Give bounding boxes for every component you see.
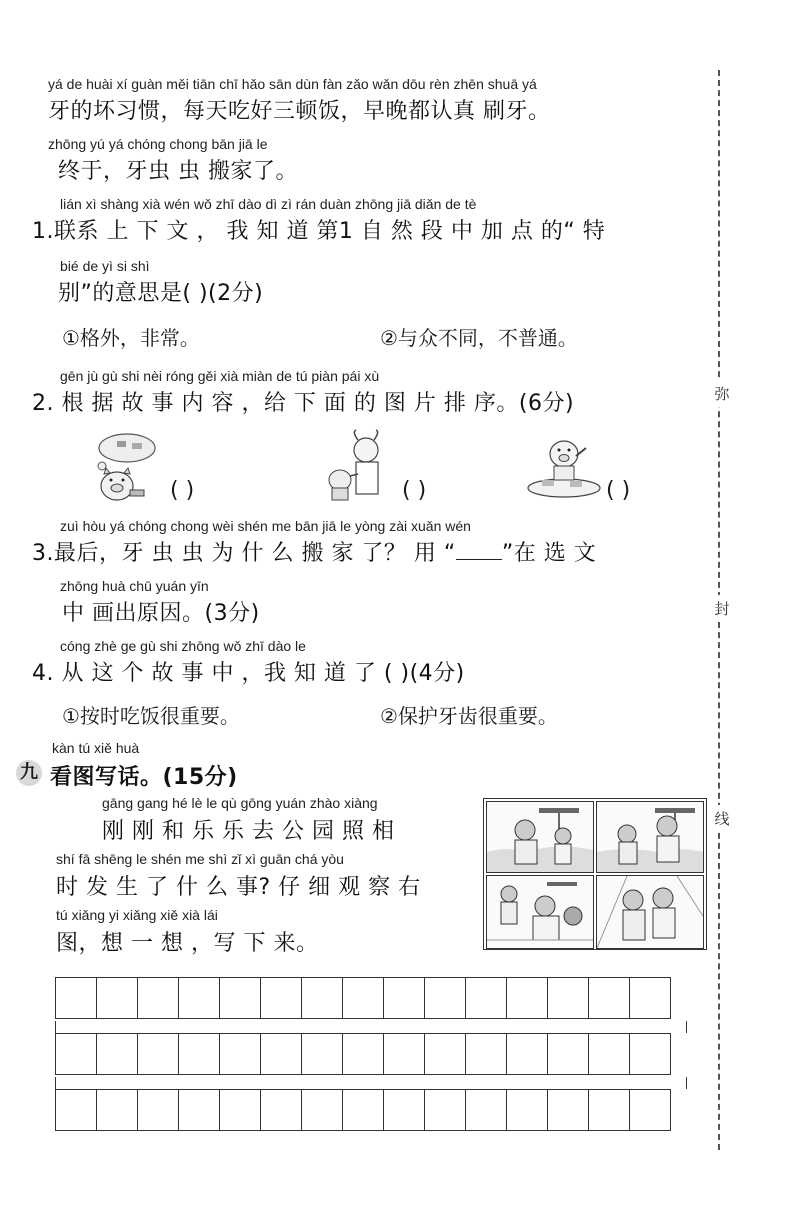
- q2-blank-2[interactable]: ( ): [402, 478, 427, 503]
- writing-grid-cell[interactable]: [220, 1034, 261, 1075]
- writing-grid-cell[interactable]: [589, 1090, 630, 1131]
- q1-option-2[interactable]: ②与众不同，不普通。: [380, 326, 578, 350]
- q3-text-1-b: ”在 选 文: [501, 541, 597, 566]
- q1-text-2: 别”的意思是( )(2分): [58, 281, 264, 306]
- comic-panel-4: [596, 875, 704, 949]
- writing-grid-cell[interactable]: [56, 978, 97, 1019]
- writing-grid-cell[interactable]: [220, 1090, 261, 1131]
- q2-pinyin: gēn jù gù shi nèi róng gěi xià miàn de tú piàn pái xù: [60, 368, 380, 384]
- writing-grid-cell[interactable]: [548, 978, 589, 1019]
- writing-grid-cell[interactable]: [425, 1090, 466, 1131]
- writing-grid-cell[interactable]: [97, 978, 138, 1019]
- writing-grid-cell[interactable]: [384, 1090, 425, 1131]
- binding-mark-mi: 弥: [714, 380, 730, 407]
- q3-text-2: 中 画出原因。(3分): [62, 601, 260, 626]
- picture-pig-eating: [82, 428, 162, 503]
- section-9-title: 看图写话。(15分): [50, 765, 238, 790]
- s9-pinyin-3: tú xiǎng yi xiǎng xiě xià lái: [56, 907, 218, 923]
- writing-grid-cell[interactable]: [261, 1034, 302, 1075]
- writing-grid-row-1[interactable]: [55, 977, 671, 1019]
- writing-grid-cell[interactable]: [384, 978, 425, 1019]
- writing-grid-cell[interactable]: [548, 1034, 589, 1075]
- q3-text-1: [32, 536, 596, 567]
- section-9-badge: 九: [16, 760, 42, 786]
- s9-pinyin-2: shí fā shēng le shén me shì zǐ xì guān chá yòu: [56, 851, 344, 867]
- writing-grid-cell[interactable]: [425, 978, 466, 1019]
- q4-pinyin: cóng zhè ge gù shi zhōng wǒ zhī dào le: [60, 638, 306, 654]
- intro-pinyin-1: yá de huài xí guàn měi tiān chī hǎo sān dùn fàn zǎo wǎn dōu rèn zhēn shuā yá: [48, 76, 537, 92]
- intro-text-2: 终于，牙虫 虫 搬家了。: [58, 159, 298, 184]
- writing-grid-cell[interactable]: [97, 1034, 138, 1075]
- writing-grid-cell[interactable]: [220, 978, 261, 1019]
- writing-grid-cell[interactable]: [507, 1090, 548, 1131]
- picture-pig-brushing: [524, 428, 604, 500]
- writing-grid-cell[interactable]: [302, 1034, 343, 1075]
- writing-grid-cell[interactable]: [302, 978, 343, 1019]
- q3-underline-mark: [456, 541, 502, 560]
- writing-grid-cell[interactable]: [56, 1034, 97, 1075]
- comic-panel-1: [486, 801, 594, 873]
- writing-grid-cell[interactable]: [138, 1034, 179, 1075]
- q2-blank-1[interactable]: ( ): [170, 478, 195, 503]
- comic-panel-3: [486, 875, 594, 949]
- q2-text: 2. 根 据 故 事 内 容 ，给 下 面 的 图 片 排 序。(6分): [32, 391, 575, 416]
- s9-pinyin-1: gāng gang hé lè le qù gōng yuán zhào xiàng: [102, 795, 378, 811]
- comic-panel-2: [596, 801, 704, 873]
- picture-goat-doctor: [322, 428, 402, 504]
- writing-grid-cell[interactable]: [548, 1090, 589, 1131]
- writing-grid-cell[interactable]: [466, 978, 507, 1019]
- writing-grid-gap-2: [55, 1077, 687, 1089]
- s9-text-3: 图，想 一 想 ，写 下 来。: [56, 931, 319, 956]
- comic-strip: [483, 798, 707, 950]
- writing-grid-row-2[interactable]: [55, 1033, 671, 1075]
- writing-grid-cell[interactable]: [466, 1034, 507, 1075]
- q3-pinyin-1: zuì hòu yá chóng chong wèi shén me bān jiā le yòng zài xuǎn wén: [60, 518, 471, 534]
- writing-grid-cell[interactable]: [97, 1090, 138, 1131]
- q4-option-1[interactable]: ①按时吃饭很重要。: [62, 704, 240, 728]
- writing-grid-cell[interactable]: [302, 1090, 343, 1131]
- writing-grid-cell[interactable]: [343, 1034, 384, 1075]
- writing-grid-cell[interactable]: [179, 1034, 220, 1075]
- q2-blank-3[interactable]: ( ): [606, 478, 631, 503]
- writing-grid-cell[interactable]: [261, 978, 302, 1019]
- s9-text-2: 时 发 生 了 什 么 事? 仔 细 观 察 右: [56, 875, 421, 900]
- writing-grid-cell[interactable]: [343, 978, 384, 1019]
- binding-mark-xian: 线: [714, 805, 730, 832]
- writing-grid-cell[interactable]: [384, 1034, 425, 1075]
- intro-text-1: 牙的坏习惯，每天吃好三顿饭，早晚都认真 刷牙。: [48, 99, 551, 124]
- writing-grid-cell[interactable]: [630, 978, 671, 1019]
- writing-grid-cell[interactable]: [466, 1090, 507, 1131]
- writing-grid-cell[interactable]: [138, 1090, 179, 1131]
- writing-grid-cell[interactable]: [56, 1090, 97, 1131]
- writing-grid-gap-1: [55, 1021, 687, 1033]
- writing-grid-cell[interactable]: [630, 1034, 671, 1075]
- writing-grid-cell[interactable]: [138, 978, 179, 1019]
- binding-mark-feng: 封: [714, 595, 730, 622]
- writing-grid-cell[interactable]: [507, 978, 548, 1019]
- writing-grid-row-3[interactable]: [55, 1089, 671, 1131]
- writing-grid-cell[interactable]: [507, 1034, 548, 1075]
- q1-pinyin-2: bié de yì si shì: [60, 258, 150, 274]
- writing-grid-cell[interactable]: [179, 978, 220, 1019]
- writing-grid-cell[interactable]: [343, 1090, 384, 1131]
- q1-option-1[interactable]: ①格外，非常。: [62, 326, 200, 350]
- q1-pinyin-1: lián xì shàng xià wén wǒ zhī dào dì zì rán duàn zhōng jiā diǎn de tè: [60, 196, 477, 212]
- section-9-title-pinyin: kàn tú xiě huà: [52, 740, 140, 756]
- writing-grid-cell[interactable]: [179, 1090, 220, 1131]
- writing-grid-cell[interactable]: [589, 1034, 630, 1075]
- q3-pinyin-2: zhōng huà chū yuán yīn: [60, 578, 209, 594]
- writing-grid-cell[interactable]: [630, 1090, 671, 1131]
- writing-grid-cell[interactable]: [589, 978, 630, 1019]
- q4-text[interactable]: 4. 从 这 个 故 事 中 ，我 知 道 了 ( )(4分): [32, 661, 465, 686]
- q4-option-2[interactable]: ②保护牙齿很重要。: [380, 704, 558, 728]
- intro-pinyin-2: zhōng yú yá chóng chong bān jiā le: [48, 136, 268, 152]
- q3-text-1-a: 3.最后，牙 虫 虫 为 什 么 搬 家 了？ 用 “: [32, 541, 456, 566]
- writing-grid-cell[interactable]: [261, 1090, 302, 1131]
- s9-text-1: 刚 刚 和 乐 乐 去 公 园 照 相: [102, 819, 395, 844]
- writing-grid-cell[interactable]: [425, 1034, 466, 1075]
- q1-text-1: 1.联系 上 下 文 ， 我 知 道 第1 自 然 段 中 加 点 的“ 特: [32, 219, 606, 244]
